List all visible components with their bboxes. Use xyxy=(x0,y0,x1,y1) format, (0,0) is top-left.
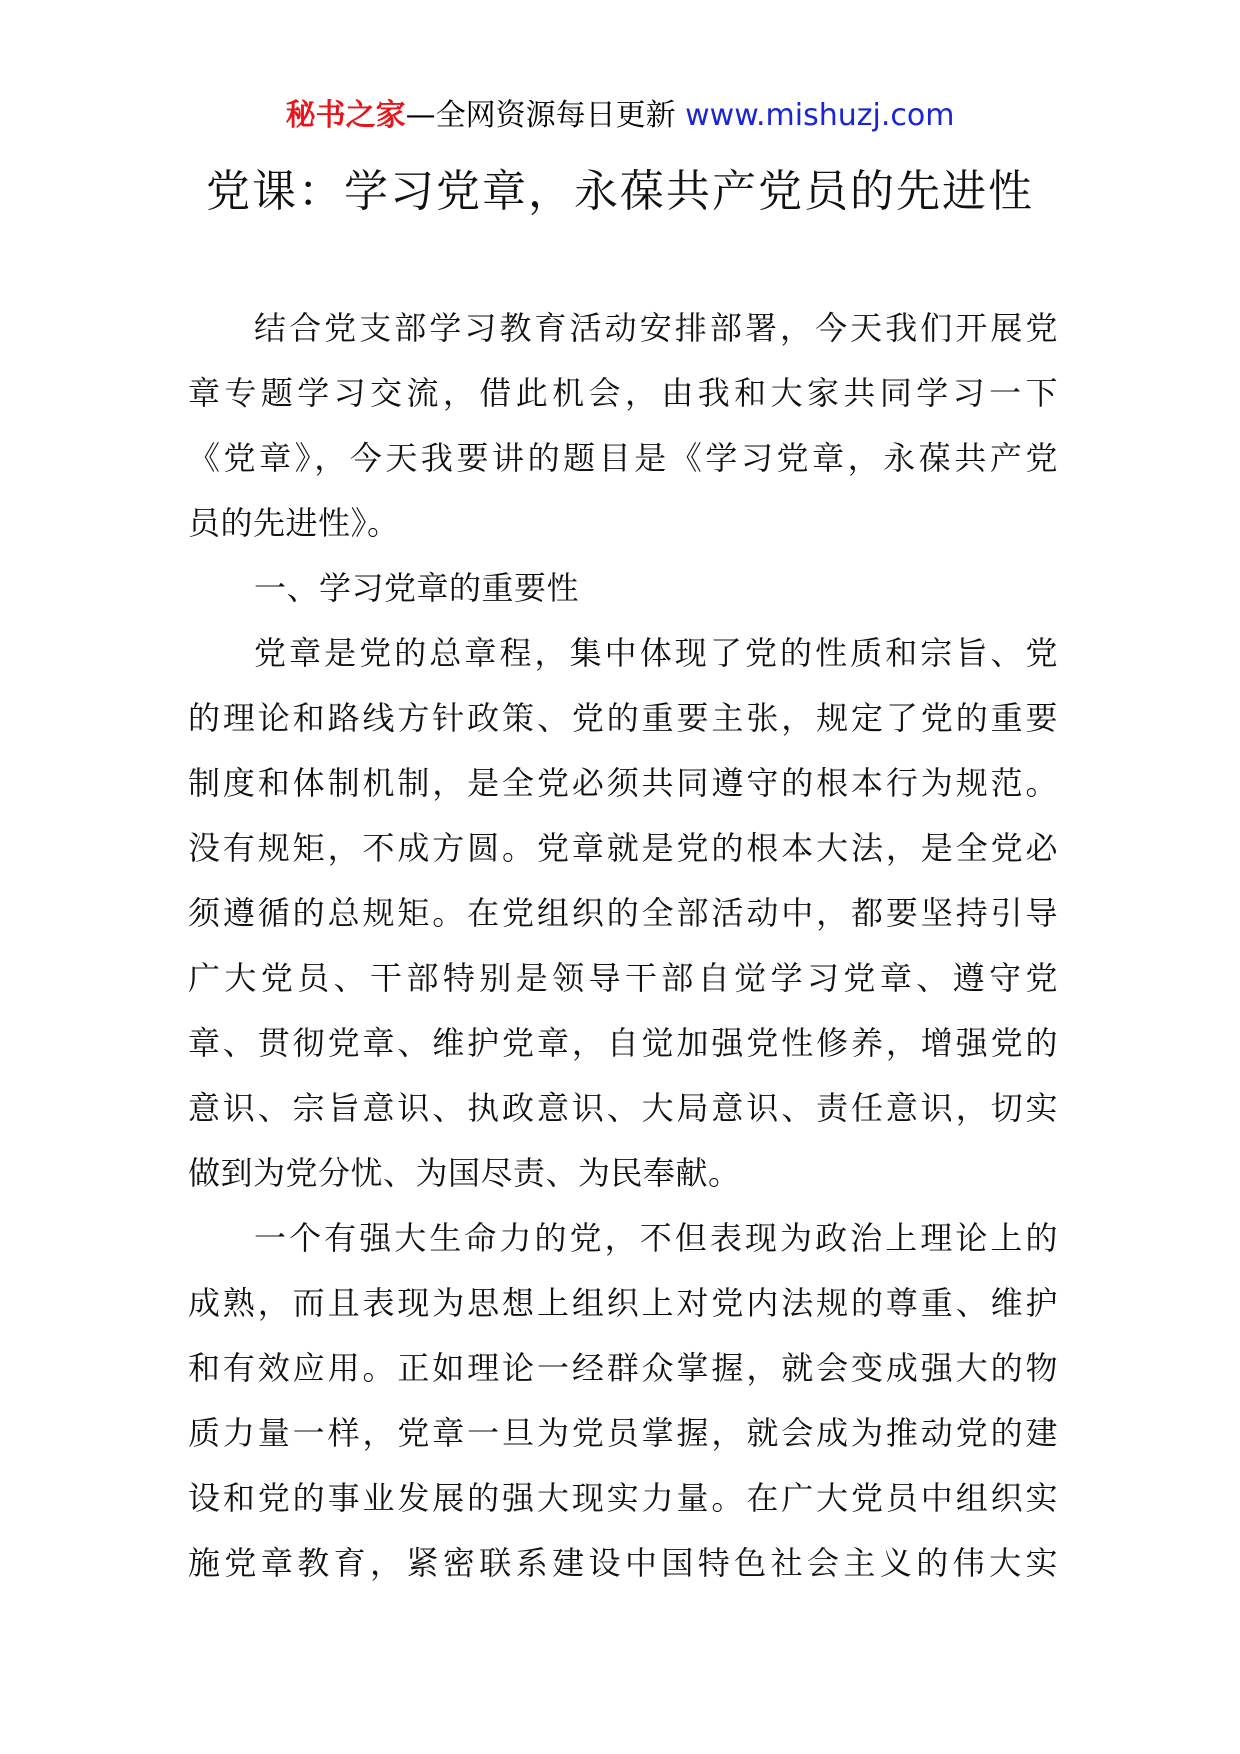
body-text-line: 意识、宗旨意识、执政意识、大局意识、责任意识，切实 xyxy=(188,1089,1058,1127)
body-text-line: 员的先进性》。 xyxy=(188,504,400,542)
body-text-line: 结合党支部学习教育活动安排部署，今天我们开展党 xyxy=(254,309,1058,347)
body-text-line: 做到为党分忧、为国尽责、为民奉献。 xyxy=(188,1154,741,1192)
site-tagline: —全网资源每日更新 xyxy=(405,98,676,133)
body-text-line: 和有效应用。正如理论一经群众掌握，就会变成强大的物 xyxy=(188,1349,1058,1387)
body-text-line: 质力量一样，党章一旦为党员掌握，就会成为推动党的建 xyxy=(188,1414,1058,1452)
document-title: 党课：学习党章，永葆共产党员的先进性 xyxy=(206,166,1034,217)
body-text-line: 的理论和路线方针政策、党的重要主张，规定了党的重要 xyxy=(188,699,1058,737)
site-url-link[interactable]: www.mishuzj.com xyxy=(685,98,955,133)
body-text-line: 一个有强大生命力的党，不但表现为政治上理论上的 xyxy=(254,1219,1058,1257)
body-text-line: 党章是党的总章程，集中体现了党的性质和宗旨、党 xyxy=(254,634,1058,672)
body-text-line: 《党章》，今天我要讲的题目是《学习党章，永葆共产党 xyxy=(188,439,1058,477)
body-text-line: 章、贯彻党章、维护党章，自觉加强党性修养，增强党的 xyxy=(188,1024,1058,1062)
body-text-line: 章专题学习交流，借此机会，由我和大家共同学习一下 xyxy=(188,374,1058,412)
document-body xyxy=(188,296,1058,1596)
site-header xyxy=(0,96,1240,136)
body-text-line: 施党章教育，紧密联系建设中国特色社会主义的伟大实 xyxy=(188,1544,1058,1582)
body-text-line: 广大党员、干部特别是领导干部自觉学习党章、遵守党 xyxy=(188,959,1058,997)
body-text-line: 须遵循的总规矩。在党组织的全部活动中，都要坚持引导 xyxy=(188,894,1058,932)
body-text-line: 一、学习党章的重要性 xyxy=(254,569,580,607)
body-text-line: 成熟，而且表现为思想上组织上对党内法规的尊重、维护 xyxy=(188,1284,1058,1322)
body-text-line: 设和党的事业发展的强大现实力量。在广大党员中组织实 xyxy=(188,1479,1058,1517)
body-text-line: 没有规矩，不成方圆。党章就是党的根本大法，是全党必 xyxy=(188,829,1058,867)
brand-name: 秘书之家 xyxy=(285,98,406,133)
body-text-line: 制度和体制机制，是全党必须共同遵守的根本行为规范。 xyxy=(188,764,1058,802)
